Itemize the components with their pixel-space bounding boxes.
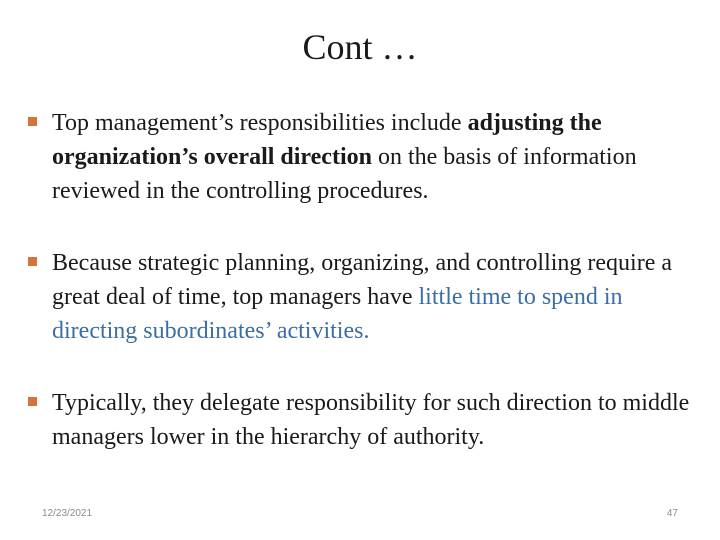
bullet-highlight-text: little time to spend in directing subordinates’ activities. bbox=[52, 284, 623, 344]
bullet-list bbox=[28, 106, 700, 454]
bullet-text-segment: Because strategic planning, organizing, and controlling require a great deal of time, top managers have bbox=[52, 250, 673, 310]
square-bullet-icon bbox=[28, 117, 37, 126]
square-bullet-icon bbox=[28, 257, 37, 266]
bullet-text-segment: Top management’s responsibilities include bbox=[52, 110, 468, 136]
bullet-bold-text: adjusting the organization’s overall direction bbox=[52, 110, 602, 170]
footer-date: 12/23/2021 bbox=[42, 508, 93, 519]
bullet-item bbox=[28, 106, 700, 208]
slide-title: Cont … bbox=[302, 27, 418, 67]
bullet-text-segment: Typically, they delegate responsibility for such direction to middle managers lower in the hierarchy of authority. bbox=[52, 390, 690, 450]
bullet-item bbox=[28, 386, 700, 454]
bullet-text-segment: on the basis of information reviewed in the controlling procedures. bbox=[52, 144, 637, 204]
footer-page-number: 47 bbox=[666, 508, 678, 519]
square-bullet-icon bbox=[28, 397, 37, 406]
bullet-item bbox=[28, 246, 700, 348]
